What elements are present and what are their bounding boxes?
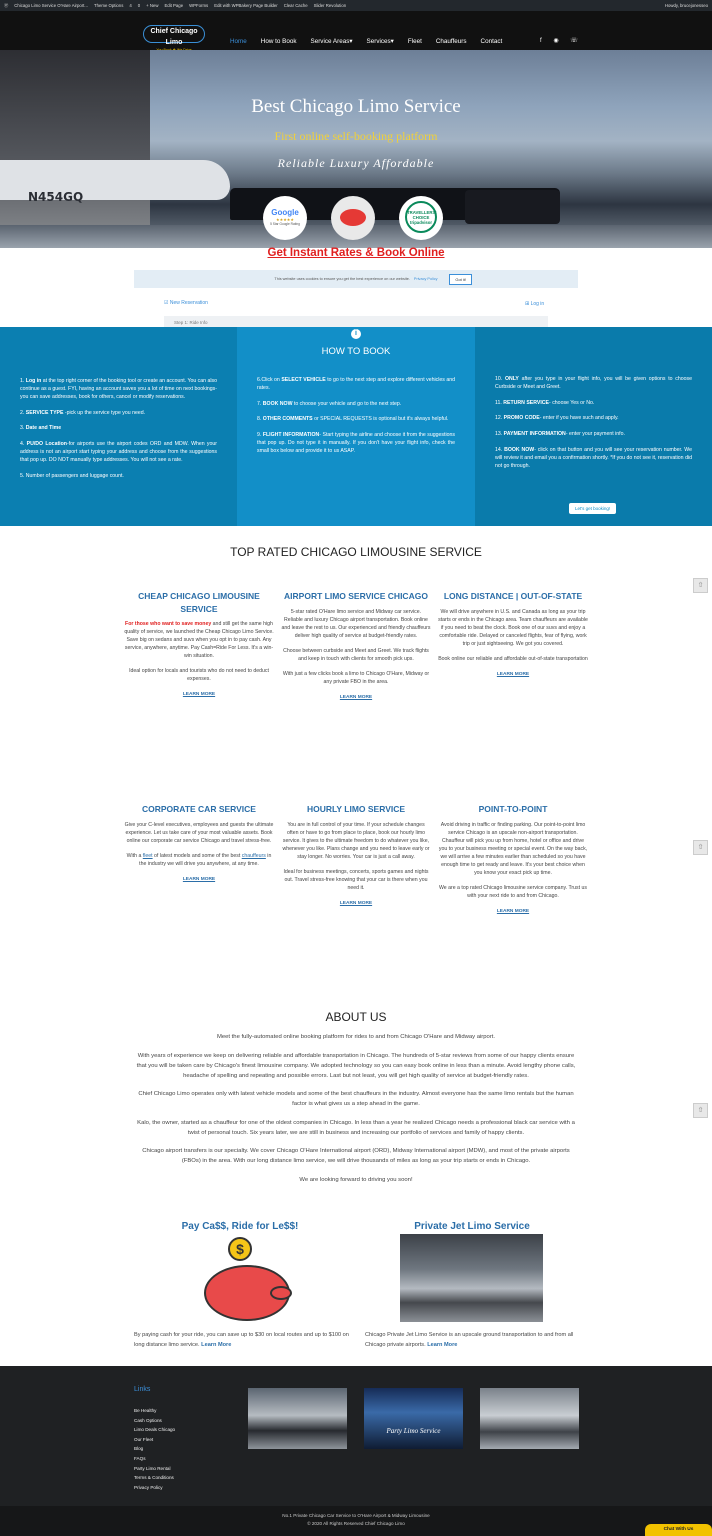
footer-link[interactable]: Blog <box>134 1446 144 1452</box>
social-icons[interactable]: f ◉ ☏ <box>540 38 583 44</box>
logo-title: Chief Chicago Limo <box>150 28 198 46</box>
info-icon: i <box>351 329 361 339</box>
copyright-bar <box>0 1506 712 1536</box>
hero-title: Best Chicago Limo Service <box>251 96 461 117</box>
hero-tagline: Reliable Luxury Affordable <box>277 156 435 170</box>
site-logo[interactable] <box>143 25 205 46</box>
google-rating-text: 5 Star Google Rating <box>270 222 300 226</box>
menu <box>230 38 516 45</box>
admin-theme-options[interactable]: Theme Options <box>93 3 124 8</box>
services-title: TOP RATED CHICAGO LIMOUSINE SERVICE <box>230 545 482 559</box>
cookie-notice <box>134 270 578 288</box>
piggy-bank-badge <box>331 196 375 240</box>
how-to-book-section <box>0 327 712 526</box>
trip-line2: CHOICE <box>412 215 430 220</box>
menu-fleet[interactable]: Fleet <box>407 38 422 45</box>
howto-title: HOW TO BOOK <box>321 346 391 357</box>
plane-registration: N454GQ <box>28 190 84 204</box>
admin-clear-cache[interactable]: Clear Cache <box>283 3 308 8</box>
about-body: Meet the fully-automated online booking platform for rides to and from Chicago O'Hare and Midway airport. With years of experience we keep on delivering reliable and affordable transportation in Chicago. The hundreds of 5-star reviews from some of our happy clients ensure that you will be taken care by Chicago's finest limousine company. We adopted technology so you can easy book online in less than a minute. Avoid lengthy phone calls, headache of spelling and repeating and possible errors. Last but not least, you will get high quality of service at budget-friendly rates. Chief Chicago Limo operates only with latest vehicle models and some of the best chauffeurs in the industry. Almost everyone has the same limo rentals but the human factor is what gives us a step ahead in the game. Kalo, the owner, started as a chauffeur for one of the oldest companies in Chicago. In less than a year he realized Chicago needs a professional black car service with a twist of personal touch. Six years later, we are still in business and increasing our portfolio of services and family of happy clients. Chicago airport transfers is our specialty. We cover Chicago O'Hare International airport (ORD), Midway International airport (MDW), and most of the private airports (FBOs) in the area. With our long distance limo service, we will drive thousands of miles as long as your trip starts or ends in Chicago. We are looking forward to driving you soon! <box>136 1034 576 1183</box>
tripadvisor-badge <box>399 196 443 240</box>
new-reservation-tab[interactable]: ☑ New Reservation <box>164 300 208 306</box>
pay-cash-text: By paying cash for your ride, you can save up to $30 on local routes and up to $100 on long distance limo service. Learn More <box>134 1332 349 1348</box>
footer-link[interactable]: Cash Options <box>134 1417 162 1423</box>
footer <box>0 1366 712 1506</box>
footer-link[interactable]: Be Healthy <box>134 1408 157 1413</box>
google-rating-badge <box>263 196 307 240</box>
lets-get-booking-button[interactable]: Let's get booking! <box>569 503 616 514</box>
footer-links-title: Links <box>134 1386 151 1393</box>
cookie-accept-button[interactable]: Got it! <box>449 274 472 285</box>
admin-wpforms[interactable]: WPForms <box>189 3 209 8</box>
about-title: ABOUT US <box>325 1010 387 1024</box>
scroll-top-icon[interactable]: ⇧ <box>693 840 708 855</box>
footer-image-fleet[interactable] <box>248 1388 347 1449</box>
private-jet-image <box>400 1234 543 1322</box>
menu-services[interactable]: Services▾ <box>366 38 394 45</box>
hangar-image <box>0 50 150 248</box>
footer-link[interactable]: Limo Deals Chicago <box>134 1427 176 1433</box>
star-rating-icon: ★★★★★ <box>276 217 294 222</box>
service-heading[interactable]: AIRPORT LIMO SERVICE CHICAGO <box>284 591 428 601</box>
admin-new[interactable]: + New <box>146 3 159 8</box>
service-point-to-point: POINT-TO-POINT Avoid driving in traffic or finding parking. Our point-to-point limo service Chicago is an upscale non-airport transportation. Chauffeur will pick you up from home, hotel or office and drive you to your business meeting or special event. On the way back, we will arrive a few minutes earlier than scheduled so you have enough time to get ready and leave. It's your best choice when you know your exact pick up time. We are a top rated Chicago limousine service company. Trust us with your next ride to and from Chicago. LEARN MORE <box>438 804 588 914</box>
dollar-coin-icon: $ <box>228 1237 252 1261</box>
scroll-top-icon[interactable]: ⇧ <box>693 578 708 593</box>
learn-more-link[interactable]: LEARN MORE <box>182 692 216 697</box>
service-heading[interactable]: LONG DISTANCE | OUT-OF-STATE <box>443 591 583 601</box>
scroll-top-icon[interactable]: ⇧ <box>693 1103 708 1118</box>
cookie-text: This website uses cookies to ensure you get the best experience on our website. <box>274 277 410 281</box>
hero-subtitle: First online self-booking platform <box>274 129 438 143</box>
copyright-text: © 2020 All Rights Reserved Chief Chicago Limo <box>307 1521 405 1526</box>
chauffeurs-link[interactable]: chauffeurs <box>241 852 266 859</box>
admin-updates[interactable]: 4 <box>129 3 132 8</box>
fleet-link[interactable]: fleet <box>142 852 153 859</box>
footer-tagline: No.1 Private Chicago Car Service to O'Hare Airport & Midway Limousine <box>282 1513 430 1518</box>
footer-image-hangar[interactable] <box>480 1388 579 1449</box>
service-heading[interactable]: CORPORATE CAR SERVICE <box>142 804 256 814</box>
trip-line1: TRAVELLERS' <box>407 210 437 215</box>
admin-toolbar <box>0 0 712 11</box>
booking-step[interactable]: Step 1: Ride Info <box>164 316 548 327</box>
admin-wpbakery[interactable]: Edit with WPBakery Page Builder <box>214 3 278 8</box>
menu-home[interactable]: Home <box>230 38 247 45</box>
main-navigation <box>0 11 712 50</box>
suv-image <box>465 190 560 224</box>
menu-contact[interactable]: Contact <box>480 38 503 45</box>
service-corporate: CORPORATE CAR SERVICE Give your C-level executives, employees and guests the ultimate experience. Let us take care of your most valuable assets. Book online our corporate car service Chicago and travel stress-free. With a fleet of latest models and some of the best chauffeurs in the industry we will drive you anywhere, at any time. LEARN MORE <box>124 804 274 882</box>
service-heading[interactable]: HOURLY LIMO SERVICE <box>306 804 406 814</box>
admin-edit-page[interactable]: Edit Page <box>164 3 184 8</box>
footer-link[interactable]: FAQs <box>134 1455 146 1461</box>
learn-more-link[interactable]: LEARN MORE <box>182 876 216 882</box>
footer-image-party-limo[interactable]: Party Limo Service <box>364 1388 463 1449</box>
howto-column-3: 10. ONLY after you type in your flight info, you will be given options to choose Curbside or Meet and Greet. 11. RETURN SERVICE- choose Yes or No. 12. PROMO CODE- enter if you have such and apply. 13. PAYMENT INFORMATION- enter your payment info. 14. BOOK NOW- click on that button and you will see your reservation number. We will review it and email you a confirmation shortly. *If you do not see it, reservation did not go through. <box>475 327 712 526</box>
learn-more-link[interactable]: Learn More <box>201 1342 232 1348</box>
admin-slider-revolution[interactable]: Slider Revolution <box>313 3 347 8</box>
footer-link[interactable]: Our Fleet <box>134 1436 154 1442</box>
service-long-distance: LONG DISTANCE | OUT-OF-STATE We will drive anywhere in U.S. and Canada as long as your trip starts or ends in the Chicago area. Team chauffeurs are available if you need to beat the clock. Book one of our suvs and enjoy a comfortable ride. Delayed or canceled flights, fear of flying, work trip or just sightseeing. We got you covered. Book online our reliable and affordable out-of-state transportation LEARN MORE <box>438 591 588 677</box>
private-jet-text: Chicago Private Jet Limo Service is an upscale ground transportation to and from all Chicago private airports. Learn More <box>365 1332 574 1348</box>
login-link[interactable]: ⊞ Log in <box>525 301 545 307</box>
service-hourly: HOURLY LIMO SERVICE You are in full control of your time. If your schedule changes often or have to go from place to place, book our hourly limo service. It gives to the ultimate freedom to do whatever you like, whenever you like. Plans change and you need to leave early or stay longer. No worries. Your car is just a call away. Ideal for business meetings, concerts, sports games and nights out. Travel stress-free knowing that your car is there when you need it. LEARN MORE <box>282 804 430 906</box>
menu-chauffeurs[interactable]: Chauffeurs <box>435 38 467 45</box>
private-jet-title: Private Jet Limo Service <box>414 1221 530 1232</box>
footer-link[interactable]: Terms & Conditions <box>134 1475 174 1481</box>
learn-more-link[interactable]: LEARN MORE <box>339 900 373 906</box>
footer-link[interactable]: Privacy Policy <box>134 1484 163 1490</box>
admin-site-link[interactable]: Chicago Limo Service O'Hare Airport... <box>14 3 88 8</box>
privacy-policy-link[interactable]: Privacy Policy <box>413 277 438 281</box>
admin-account[interactable]: Howdy, brucejonesseo <box>664 3 708 8</box>
trip-line3: tripadvisor <box>409 220 433 225</box>
instant-rates-link[interactable]: Get Instant Rates & Book Online <box>267 247 445 259</box>
pay-cash-title: Pay Ca$$, Ride for Le$$! <box>181 1221 299 1232</box>
piggy-bank-icon <box>340 209 366 226</box>
footer-links <box>134 1406 175 1492</box>
google-logo: Google <box>271 208 299 217</box>
service-heading[interactable]: CHEAP CHICAGO LIMOUSINE SERVICE <box>138 591 260 614</box>
chat-widget-button[interactable]: Chat With Us <box>645 1524 712 1536</box>
learn-more-link[interactable]: LEARN MORE <box>496 671 530 677</box>
footer-link[interactable]: Party Limo Rental <box>134 1465 171 1471</box>
howto-column-1: 1. Log in at the top right corner of the booking tool or create an account. You can also continue as a guest. FYI, having an account saves you a lot of time on next bookings- you can save addresses, book for others, cancel or modify reservations. 2. SERVICE TYPE -pick up the service type you need. 3. Date and Time 4. PU/DO Location-for airports use the airport codes ORD and MDW. When your address is not an airport start typing your address and choose from the suggestions that pop up. DO NOT manually type addresses. You will not see a rate. 5. Number of passengers and luggage count. <box>0 327 237 526</box>
menu-service-areas[interactable]: Service Areas▾ <box>310 38 353 45</box>
service-cheap-limo: CHEAP CHICAGO LIMOUSINE SERVICE For those who want to save money and still get the same high quality of service, we launched the Cheap Chicago Limo Service. Save big on sedans and suvs when you opt in to pay cash. Any service, anywhere, anytime. Pay Cash=Ride For Less. It's a win-win situation. Ideal option for locals and tourists who do not need to deduct expenses. LEARN MORE <box>124 591 274 697</box>
menu-how-to-book[interactable]: How to Book <box>260 38 297 45</box>
service-heading[interactable]: POINT-TO-POINT <box>478 804 548 814</box>
wp-logo-icon[interactable]: Ⓦ <box>4 2 9 8</box>
travellers-choice-icon <box>405 201 437 233</box>
learn-more-link[interactable]: LEARN MORE <box>339 694 373 700</box>
learn-more-link[interactable]: LEARN MORE <box>496 908 530 914</box>
piggy-snout <box>270 1286 292 1300</box>
service-airport-limo: AIRPORT LIMO SERVICE CHICAGO 5-star rated O'Hare limo service and Midway car service. Reliable and luxury Chicago airport transportation. Book online and leave the rest to us. Our experienced and friendly chauffeurs deliver high quality of service at budget-friendly rates. Choose between curbside and Meet and Greet. We track flights and keep in touch with clients for smooth pick ups. With just a few clicks book a limo to Chicago O'Hare, Midway or any private FBO in the area. LEARN MORE <box>281 591 431 700</box>
learn-more-link[interactable]: Learn More <box>427 1342 458 1348</box>
howto-column-2: 6.Click on SELECT VEHICLE to go to the next step and explore different vehicles and rates. 7. BOOK NOW to choose your vehicle and go to the next step. 8. OTHER COMMENTS or SPECIAL REQUESTS is optional but it's always helpful. 9. FLIGHT INFORMATION- Start typing the airline and choose it from the suggestions that pop up. Do not type it in manually. If you don't have your flight info, check the small box below and provide it to us ASAP. <box>237 327 475 526</box>
admin-comments[interactable]: 0 <box>137 3 141 8</box>
